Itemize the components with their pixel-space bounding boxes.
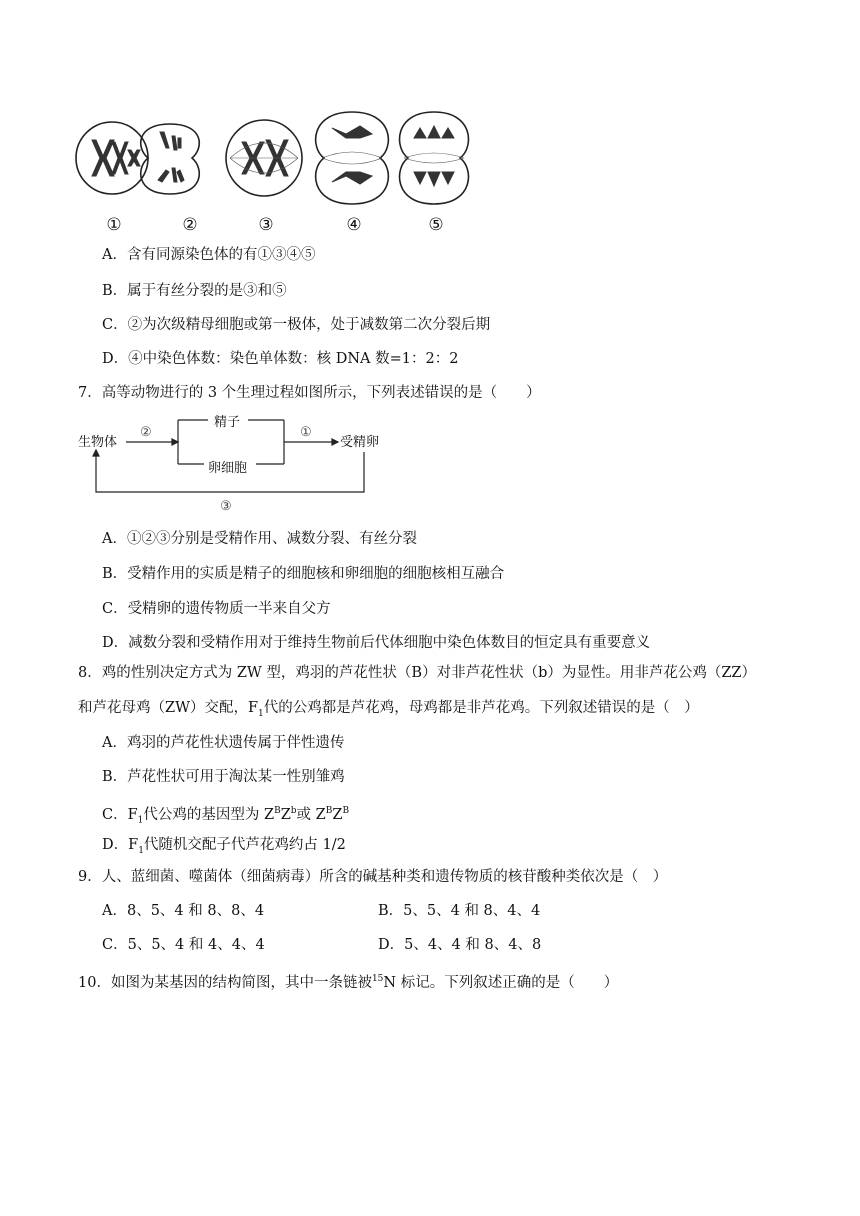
diagram-step-3: ③	[220, 499, 232, 514]
q9-option-b: B．5、5、4 和 8、4、4	[378, 903, 541, 919]
arrowhead-2	[172, 439, 178, 445]
diagram-organism: 生物体	[78, 435, 118, 450]
q6-option-c: C．②为次级精母细胞或第一极体，处于减数第二次分裂后期	[102, 317, 491, 333]
q9-option-c: C．5、5、4 和 4、4、4	[102, 937, 265, 953]
q8-option-b: B．芦花性状可用于淘汰某一性别雏鸡	[102, 769, 345, 785]
diagram-step-1: ①	[300, 425, 312, 440]
q9-option-a: A．8、5、4 和 8、8、4	[102, 903, 265, 919]
diagram-step-2: ②	[140, 425, 152, 440]
cell-label-1: ①	[106, 215, 122, 235]
cell-label-4: ④	[346, 215, 362, 235]
cell-division-diagram	[74, 108, 484, 238]
cell-2-chromosomes-top	[160, 132, 181, 150]
cell-2-chromosomes-bottom	[158, 168, 184, 182]
q7-process-diagram	[74, 408, 394, 518]
q7-option-a: A．①②③分别是受精作用、减数分裂、有丝分裂	[102, 531, 417, 547]
arrowhead-3	[93, 450, 99, 456]
q7-option-c: C．受精卵的遗传物质一半来自父方	[102, 601, 331, 617]
cell-5-chromosomes-bottom	[414, 172, 454, 186]
cell-3-spindle	[230, 143, 298, 173]
cell-division-figure	[74, 108, 484, 238]
q9-stem: 9．人、蓝细菌、噬菌体（细菌病毒）所含的碱基种类和遗传物质的核苷酸种类依次是（ ）	[78, 869, 668, 885]
diagram-zygote: 受精卵	[340, 435, 380, 450]
cell-2-outline	[141, 124, 200, 194]
cell-1-chromosome-a	[92, 140, 114, 176]
cell-1-chromosome-c	[128, 150, 140, 166]
q9-option-d: D．5、4、4 和 8、4、8	[378, 937, 542, 953]
q8-option-a: A．鸡羽的芦花性状遗传属于伴性遗传	[102, 735, 345, 751]
q8-option-d: D．$F_1$代随机交配子代芦花鸡约占 1/2	[102, 837, 346, 856]
q6-option-d: D．④中染色体数：染色单体数：核 DNA 数=1：2：2	[102, 351, 459, 367]
cell-4-chromosomes-bottom	[332, 172, 372, 184]
cell-4-outline	[316, 112, 389, 204]
cell-1-outline	[76, 122, 148, 194]
cell-label-5: ⑤	[428, 215, 444, 235]
q8-stem-line-2: 和芦花母鸡（ZW）交配，$F_1$代的公鸡都是芦花鸡，母鸡都是非芦花鸡。下列叙述错误的是（ ）	[78, 700, 699, 719]
cell-4-spindle	[322, 152, 382, 164]
arrowhead-1	[332, 439, 338, 445]
q6-option-a: A．含有同源染色体的有①③④⑤	[102, 247, 316, 263]
cell-label-3: ③	[258, 215, 274, 235]
cell-5-chromosomes-top	[414, 126, 454, 138]
cell-4-chromosomes-top	[332, 126, 372, 138]
q6-option-b: B．属于有丝分裂的是③和⑤	[102, 283, 287, 299]
diagram-sperm: 精子	[214, 415, 241, 430]
diagram-egg: 卵细胞	[208, 461, 248, 476]
cell-1-chromosome-b	[112, 142, 128, 174]
q10-stem: 10．如图为某基因的结构简图，其中一条链被$^{15}$N 标记。下列叙述正确的是（ ）	[78, 974, 619, 991]
q7-stem: 7．高等动物进行的 3 个生理过程如图所示，下列表述错误的是（ ）	[78, 385, 541, 401]
q8-stem-line-1: 8．鸡的性别决定方式为 ZW 型，鸡羽的芦花性状（B）对非芦花性状（b）为显性。用非芦花公鸡（ZZ）	[78, 665, 757, 681]
q7-option-d: D．减数分裂和受精作用对于维持生物前后代体细胞中染色体数目的恒定具有重要意义	[102, 635, 651, 651]
q8-option-c: C．$F_1$代公鸡的基因型为 $Z^BZ^b$或 $Z^BZ^B$	[102, 806, 350, 826]
q7-option-b: B．受精作用的实质是精子的细胞核和卵细胞的细胞核相互融合	[102, 566, 505, 582]
cell-5-spindle	[404, 153, 464, 163]
cell-label-2: ②	[182, 215, 198, 235]
